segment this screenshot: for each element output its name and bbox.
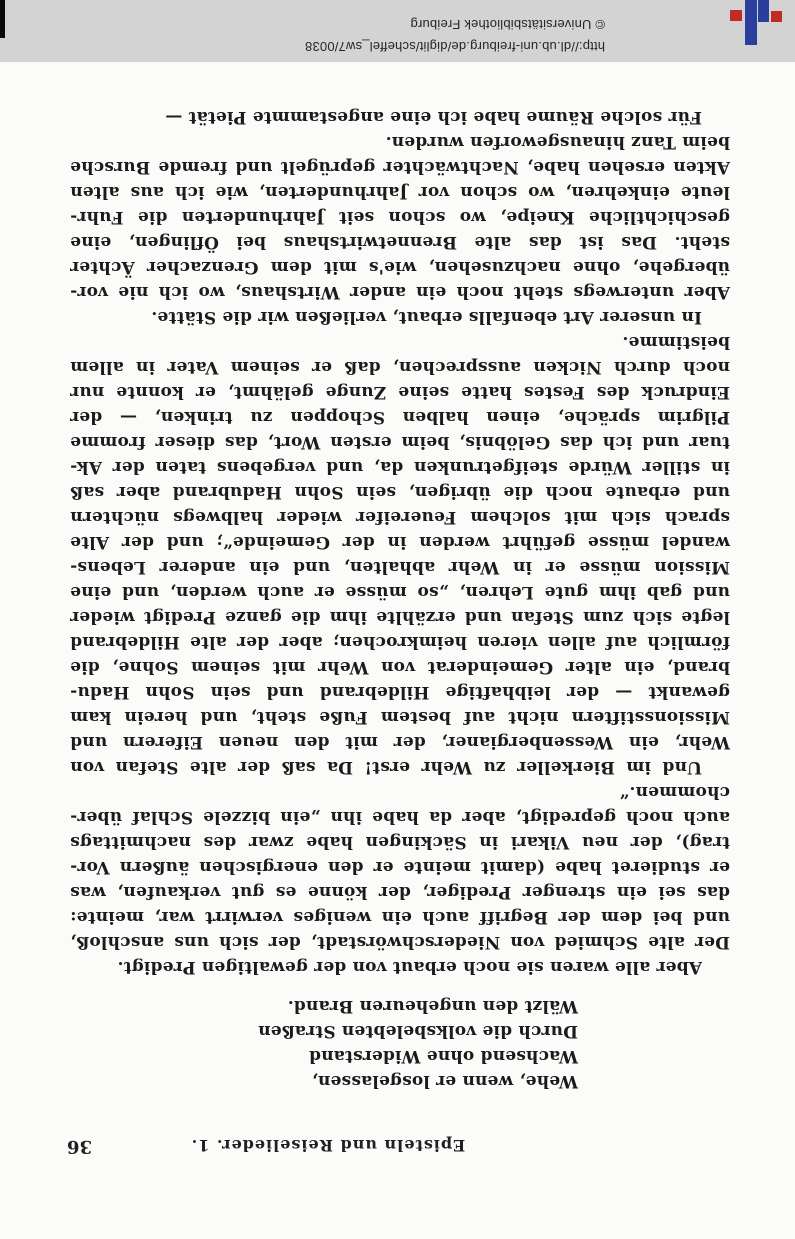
footer-text — [305, 17, 605, 54]
text-line: beistimme. — [622, 332, 730, 352]
paragraph — [70, 129, 730, 329]
logo-square-left — [771, 11, 782, 22]
book-page-scan — [0, 62, 795, 1239]
text-line: Missionsstiftern nicht auf bestem Fuße steht, und herein kam — [70, 707, 730, 727]
verse-line: Durch die volksbelebten Straßen — [258, 1021, 578, 1041]
paragraph — [70, 104, 730, 129]
text-line: Pilgrim spräche, einen halben Schoppen zu trinken, — der — [70, 407, 730, 427]
text-line: chommen.“ — [619, 782, 730, 802]
verse-line: Wälzt den ungeheuren Brand. — [287, 996, 578, 1016]
ub-freiburg-logo-icon — [715, 0, 795, 62]
text-line: Der alte Schmied von Niederschwörstadt, der sich uns anschloß, — [70, 932, 730, 952]
text-line: Aber unterwegs steht noch ein ander Wirtshaus, wo ich nie vor- — [70, 282, 730, 302]
logo-bar-tall — [745, 0, 757, 45]
text-line: geschichtliche Kneipe, wo schon seit Jahrhunderten die Fuhr- — [70, 207, 730, 227]
scan-edge-mark — [0, 0, 5, 38]
running-header — [67, 1131, 730, 1157]
verse-line: Wehe, wenn er losgelassen, — [311, 1071, 578, 1091]
text-line: Und im Bierkeller zu Wehr erst! Da saß der alte Stefan von — [70, 757, 702, 777]
logo-bar-short — [758, 0, 769, 22]
text-line: das sei ein strenger Prediger, der könne es gut verkaufen, was — [70, 882, 730, 902]
text-line: In unserer Art ebenfalls erbaut, verließen wir die Stätte. — [151, 307, 702, 327]
text-line: leute einkehren, wo schon vor Jahrhunderten, wie ich aus alten — [70, 182, 730, 202]
text-line: Mission müsse er in Wehr abhalten, und ein anderer Lebens- — [70, 557, 730, 577]
text-line: und bei dem der Begriff auch ein weniges verwirrt war, meinte: — [70, 907, 730, 927]
text-line: gewankt — der leibhaftige Hildebrand und sein Sohn Hadu- — [70, 682, 730, 702]
text-line: in stiller Würde steifgetrunken da, und vergebens taten der Ak- — [70, 457, 730, 477]
text-line: und erbaute noch die übrigen, sein Sohn Hadubrand aber saß — [70, 482, 730, 502]
paragraph — [70, 329, 730, 779]
text-line: steht. Das ist das alte Brennetwirtshaus bei Öflingen, eine — [70, 232, 730, 252]
text-line: Wehr, ein Wessenbergianer, der mit den neuen Eiferern und — [70, 732, 730, 752]
text-line: noch durch Nicken aussprechen, daß er seinem Vater in allem — [70, 357, 730, 377]
verse-quote — [70, 993, 578, 1093]
text-line: tuar und ich das Gelöbnis, beim ersten Wort, das dieser fromme — [70, 432, 730, 452]
text-line: auch noch gepredigt, aber da habe ihn „ein bizzele Schlaf über- — [70, 807, 730, 827]
paragraph — [70, 779, 730, 979]
text-line: sprach sich mit solchem Feuereifer wieder halbwegs nüchtern — [70, 507, 730, 527]
text-line: beim Tanz hinausgeworfen wurden. — [385, 132, 730, 152]
copyright-notice: © Universitätsbibliothek Freiburg — [410, 17, 605, 32]
text-line: trag), der neu Vikari in Säckingen habe zwar des nachmittags — [70, 832, 730, 852]
text-line: übergehe, ohne nachzusehen, wie's mit dem Grenzacher Ächter — [70, 257, 730, 277]
text-line: er studieret habe (damit meinte er den energischen äußern Vor- — [70, 857, 730, 877]
body-text — [70, 104, 730, 979]
text-line: Akten ersehen habe, Nachtwächter geprügelt und fremde Bursche — [70, 157, 730, 177]
text-line: und gab ihm gute Lehren, „so müsse er auch werden, und eine — [70, 582, 730, 602]
text-line: legte sich zum Stefan und erzählte ihm die ganze Predigt wieder — [70, 607, 730, 627]
source-url: http://dl.ub.uni-freiburg.de/diglit/scheffel_sw7/0038 — [304, 39, 605, 54]
text-column — [67, 104, 730, 1157]
library-footer-bar — [0, 0, 795, 62]
logo-square-right — [730, 10, 742, 21]
verse-line: Wachsend ohne Widerstand — [308, 1046, 578, 1066]
text-line: Eindruck des Festes hatte seine Zunge gelähmt, er konnte nur — [70, 382, 730, 402]
text-line: Aber alle waren sie noch erbaut von der gewaltigen Predigt. — [117, 957, 702, 977]
page-number: 36 — [67, 1136, 93, 1157]
text-line: Für solche Räume habe ich eine angestammte Pietät — — [165, 107, 702, 127]
text-line: brand, ein alter Gemeinderat von Wehr mit seinem Sohne, die — [70, 657, 730, 677]
running-header-title: Episteln und Reiselieder. 1. — [190, 1136, 466, 1155]
text-line: wandel müsse geführt werden in der Gemeinde“; und der Alte — [70, 532, 730, 552]
text-line: förmlich auf allen vieren heimkrochen; aber der alte Hildebrand — [70, 632, 730, 652]
